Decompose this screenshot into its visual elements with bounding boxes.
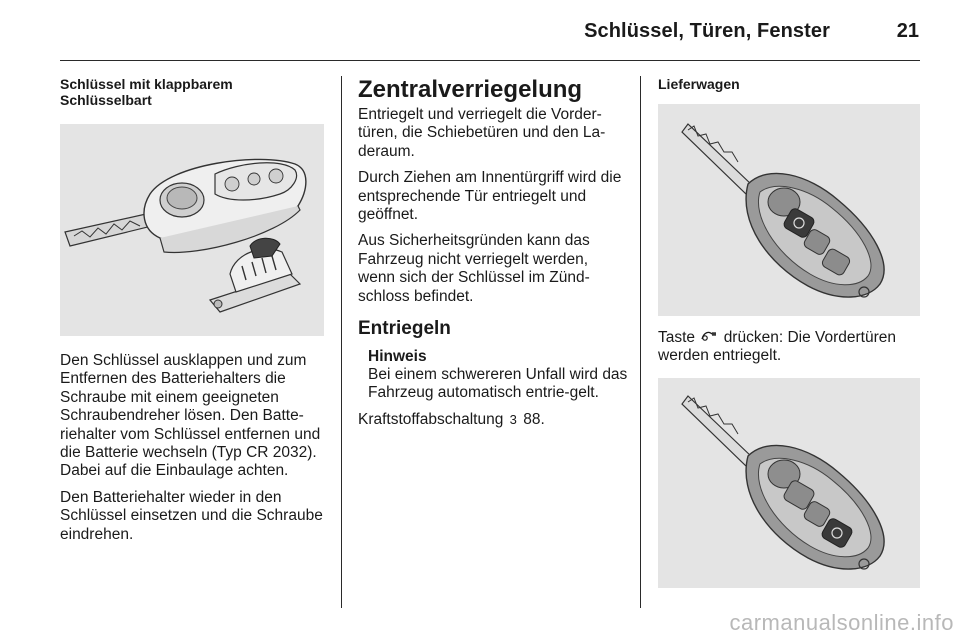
central-lock-intro: Entriegelt und verriegelt die Vorder-türen, die Schiebetüren und den La-deraum. [358,106,606,160]
van-key-illustration-bottom [658,378,920,588]
safety-text: Aus Sicherheitsgründen kann das Fahrzeug nicht verriegelt werden, wenn sich der Schlüssel im Zünd-schloss befindet. [358,232,590,305]
reassembly-instructions: Den Batteriehalter wieder in den Schlüssel einsetzen und die Schraube eindrehen. [60,488,323,543]
unlock-icon-svg [701,330,717,342]
column-2 [358,76,628,437]
column-divider-2 [640,76,641,608]
watermark: carmanualsonline.info [729,610,954,635]
column-1 [60,76,326,552]
header-rule [60,60,920,61]
van-key-image-1 [658,104,920,316]
van-key-illustration-top [658,104,920,316]
note-label: Hinweis [368,348,427,366]
para-prefix: Taste [658,329,696,346]
unlock-icon [701,328,717,346]
section-subhead: Schlüssel mit klappbarem Schlüsselbart [60,76,233,108]
para-suffix: drücken: Die Vordertüren werden entriegelt. [658,329,897,365]
column-divider-1 [341,76,342,608]
column-3 [658,76,920,588]
key-battery-illustration [60,124,324,336]
van-subhead: Lieferwagen [658,76,740,92]
unlock-heading: Entriegeln [358,318,451,340]
section-heading: Zentralverriegelung [358,76,583,103]
door-handle-text: Durch Ziehen am Innentürgriff wird die entsprechende Tür entriegelt und geöffnet. [358,169,622,224]
note-text: Bei einem schwereren Unfall wird das Fahrzeug automatisch entrie-gelt. [368,366,628,402]
reference-page: 88. [523,410,545,428]
cross-reference [358,411,628,429]
battery-instructions: Den Schlüssel ausklappen und zum Entfernen des Batteriehalters die Schraube mit einem geeigneten Schraubendreher lösen. Den Batte-riehalter vom Schlüssel entfernen und die Batterie wechseln (Typ CR 2032). Dabei auf die Einbaulage achten. [60,352,321,480]
page-number: 21 [896,20,919,42]
page-reference-icon: 3 [509,411,517,427]
reference-text: Kraftstoffabschaltung [358,410,504,428]
unlock-front-doors-text [658,328,920,366]
van-key-image-2 [658,378,920,588]
header-title: Schlüssel, Türen, Fenster [584,20,830,42]
folding-key-image [60,124,324,336]
